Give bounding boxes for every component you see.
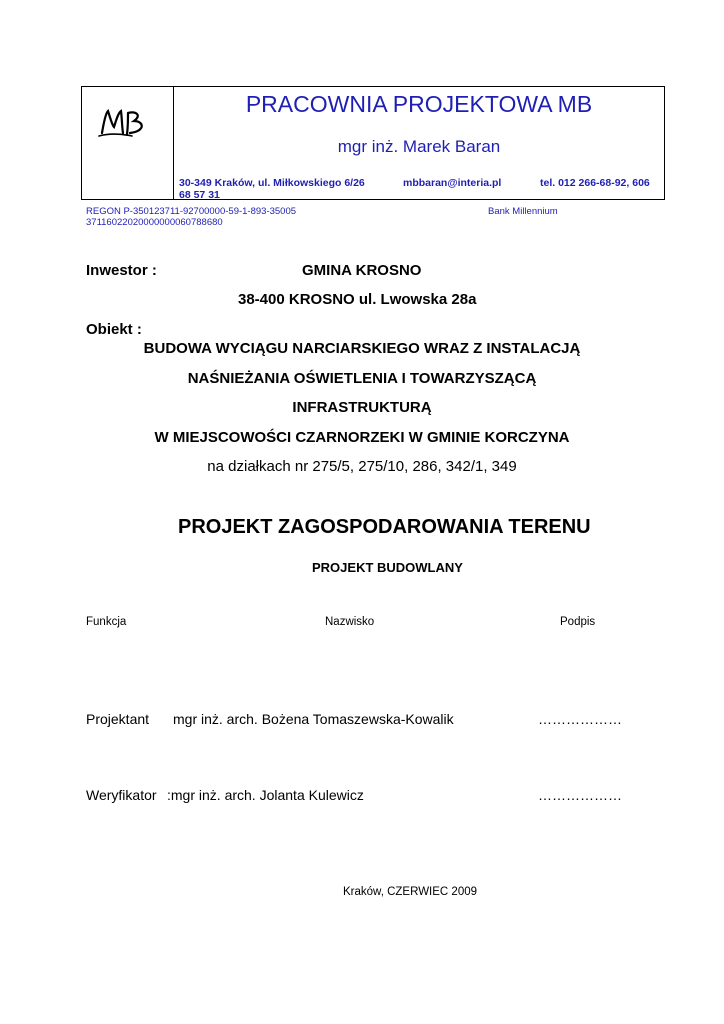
object-line3: INFRASTRUKTURĄ [292,399,432,416]
investor-address: 38-400 KROSNO ul. Lwowska 28a [238,291,477,308]
object-label: Obiekt : [86,321,142,338]
firm-email: mbbaran@interia.pl [403,177,502,189]
bank-account: 37116022020000000060788680 [86,217,223,228]
mb-logo-icon [96,103,160,143]
col-name-header: Nazwisko [325,616,375,628]
header-box [81,86,665,200]
object-line1: BUDOWA WYCIĄGU NARCIARSKIEGO WRAZ Z INSTALACJĄ [143,340,581,357]
place-date: Kraków, CZERWIEC 2009 [343,886,478,898]
firm-phone-line1: tel. 012 266-68-92, 606 [540,177,650,189]
object-line2: NAŚNIEŻANIA OŚWIETLENIA I TOWARZYSZĄCĄ [187,370,537,387]
logo-cell [82,87,174,199]
regon-number: REGON P-350123711-92700000-59-1-893-35005 [86,206,297,217]
col-signature-header: Podpis [560,616,596,628]
object-plots: na działkach nr 275/5, 275/10, 286, 342/1, 349 [207,458,517,475]
firm-address: 30-349 Kraków, ul. Miłkowskiego 6/26 [179,177,365,189]
investor-name: GMINA KROSNO [302,262,422,279]
col-function-header: Funkcja [86,616,127,628]
investor-label: Inwestor : [86,262,157,279]
row-signature: ……………… [538,711,622,727]
firm-phone-line2: 68 57 31 [179,189,220,201]
bank-name: Bank Millennium [488,206,558,217]
row-function: Projektant [86,711,150,727]
row-function: Weryfikator [86,787,157,803]
row-name: :mgr inż. arch. Jolanta Kulewicz [167,787,364,803]
row-name: mgr inż. arch. Bożena Tomaszewska-Kowalik [173,711,454,727]
firm-owner: mgr inż. Marek Baran [337,137,501,156]
row-signature: ……………… [538,787,622,803]
document-subtitle: PROJEKT BUDOWLANY [312,560,463,575]
object-line4: W MIEJSCOWOŚCI CZARNORZEKI W GMINIE KORCZYNA [154,429,570,446]
document-title: PROJEKT ZAGOSPODAROWANIA TERENU [178,516,591,538]
firm-name: PRACOWNIA PROJEKTOWA MB [245,91,593,117]
